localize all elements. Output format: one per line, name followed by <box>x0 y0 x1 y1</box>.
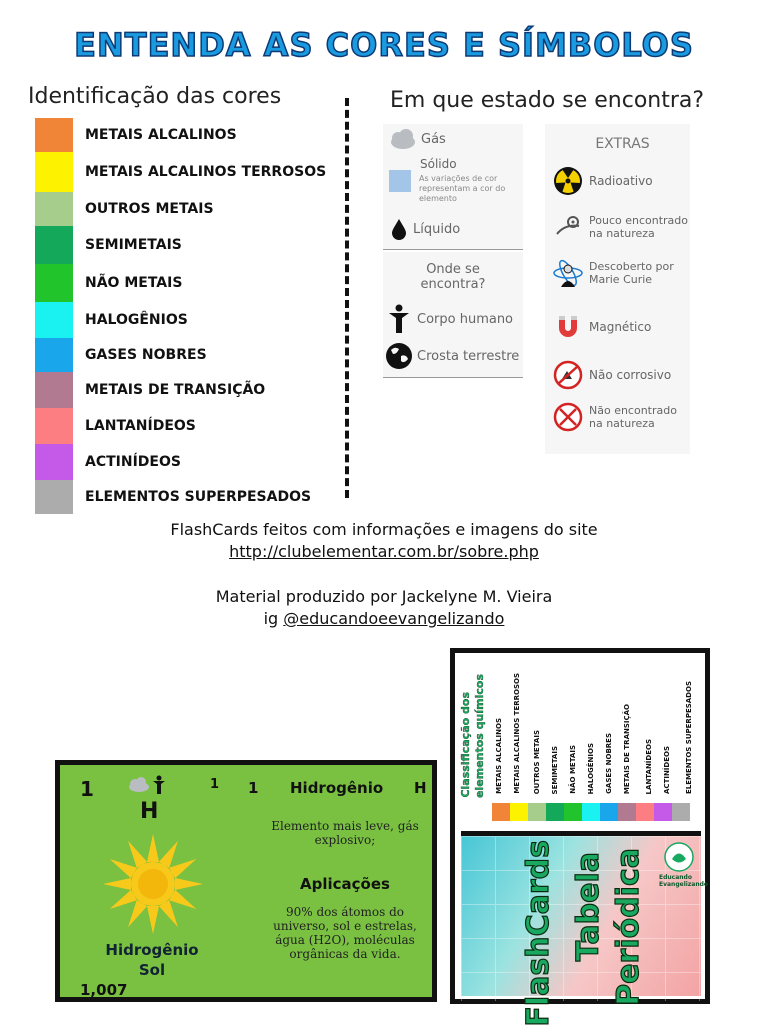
extra-rare <box>553 212 688 242</box>
classification-title-line1: Classificação dos <box>459 692 472 798</box>
extra-label: Não corrosivo <box>589 367 672 382</box>
legend-row <box>35 264 335 302</box>
card-mass: 1,007 <box>80 981 128 999</box>
legend-label: ELEMENTOS SUPERPESADOS <box>85 489 312 505</box>
credit-ig <box>0 609 768 628</box>
credit-author: Material produzido por Jackelyne M. Vieira <box>215 587 553 606</box>
extras-heading: EXTRAS <box>595 136 650 152</box>
cover-card <box>461 831 709 1027</box>
mini-legend-label: ACTINÍDEOS <box>663 746 671 794</box>
magnet-icon <box>553 312 583 342</box>
sun-icon <box>98 829 208 939</box>
extra-label: Magnético <box>589 319 652 334</box>
legend-label: NÃO METAIS <box>85 275 183 291</box>
mini-swatch <box>564 803 582 821</box>
state-gas <box>387 128 446 150</box>
mini-legend-label: METAIS ALCALINOS <box>495 718 503 794</box>
legend-swatch <box>35 192 73 226</box>
card-image-caption-1: Hidrogênio <box>105 941 199 959</box>
classification-card <box>450 648 710 1027</box>
where-crust <box>385 342 519 370</box>
mini-legend-label: ELEMENTOS SUPERPESADOS <box>685 680 693 794</box>
credit-line-1: FlashCards feitos com informações e imagens do site <box>170 520 598 539</box>
no-corrosive-icon <box>553 360 583 390</box>
legend-row <box>35 372 335 408</box>
solid-square-icon <box>389 170 411 192</box>
card-symbol: H <box>140 799 159 824</box>
legend-row <box>35 152 335 192</box>
mini-swatch <box>672 803 690 821</box>
mini-legend-label: NÃO METAIS <box>569 745 577 794</box>
legend-swatch <box>35 338 73 372</box>
legend-label: GASES NOBRES <box>85 347 207 363</box>
legend-label: LANTANÍDEOS <box>85 418 196 434</box>
legend-swatch <box>35 264 73 302</box>
legend-swatch <box>35 302 73 338</box>
color-legend-heading: Identificação das cores <box>28 84 282 109</box>
cover-word-flashcards: FlashCards <box>521 840 556 1027</box>
legend-swatch <box>35 118 73 152</box>
state-gas-label: Gás <box>421 131 446 147</box>
state-heading: Em que estado se encontra? <box>390 88 705 113</box>
extra-non-corrosive <box>553 360 671 390</box>
mini-legend-label: METAIS DE TRANSIÇÃO <box>623 703 631 794</box>
mini-swatch <box>510 803 528 821</box>
mini-swatch <box>636 803 654 821</box>
legend-swatch <box>35 226 73 264</box>
legend-label: METAIS DE TRANSIÇÃO <box>85 382 266 398</box>
dashed-divider <box>345 98 349 498</box>
cover-word-tabela: Tabela <box>571 852 606 962</box>
legend-row <box>35 444 335 480</box>
legend-swatch <box>35 372 73 408</box>
solid-note: As variações de cor representam a cor do elemento <box>419 174 506 203</box>
card-human-icon <box>152 775 166 795</box>
legend-row <box>35 338 335 372</box>
cloud-icon <box>387 128 417 150</box>
mini-legend-label: LANTANÍDEOS <box>645 738 653 794</box>
brand-logo-icon <box>664 842 694 872</box>
legend-label: METAIS ALCALINOS <box>85 127 237 143</box>
card-name: Hidrogênio <box>290 779 384 797</box>
extra-curie <box>553 258 688 288</box>
extra-not-found <box>553 402 688 432</box>
legend-swatch <box>35 480 73 514</box>
mini-swatch <box>618 803 636 821</box>
mini-legend-label: OUTROS METAIS <box>533 729 541 794</box>
legend-swatch <box>35 444 73 480</box>
mini-legend-label: METAIS ALCALINOS TERROSOS <box>513 673 521 794</box>
card-description: Elemento mais leve, gás explosivo; <box>271 819 419 847</box>
legend-swatch <box>35 408 73 444</box>
legend-label: SEMIMETAIS <box>85 237 182 253</box>
mini-swatch <box>546 803 564 821</box>
legend-row <box>35 226 335 264</box>
where-body-label: Corpo humano <box>417 311 514 327</box>
card-symbol-right: H <box>414 779 427 797</box>
card-image-caption-2: Sol <box>138 961 166 979</box>
brand-logo-text: Educando Evangelizando <box>659 874 709 888</box>
legend-label: ACTINÍDEOS <box>85 454 181 470</box>
hydrogen-flashcard <box>55 760 437 1002</box>
extras-panel <box>545 124 690 454</box>
ig-handle-link[interactable]: @educandoeevangelizando <box>283 609 505 628</box>
extra-label: Radioativo <box>589 173 653 188</box>
where-crust-label: Crosta terrestre <box>417 348 520 364</box>
legend-label: HALOGÊNIOS <box>85 312 188 328</box>
state-liquid-label: Líquido <box>413 221 461 237</box>
legend-label: METAIS ALCALINOS TERROSOS <box>85 164 327 180</box>
color-legend <box>35 118 335 514</box>
credit-url-link[interactable]: http://clubelementar.com.br/sobre.php <box>229 542 539 561</box>
mini-legend-label: GASES NOBRES <box>605 733 613 794</box>
state-liquid <box>391 218 460 240</box>
ig-prefix: ig <box>263 609 284 628</box>
mini-swatch <box>600 803 618 821</box>
legend-row <box>35 408 335 444</box>
mini-swatch <box>582 803 600 821</box>
extra-label: Não encontrado na natureza <box>589 404 677 430</box>
legend-row <box>35 118 335 152</box>
radiation-icon <box>553 166 583 196</box>
classification-title-line2: elementos químicos <box>473 674 486 798</box>
extra-radioactive <box>553 166 653 196</box>
mini-swatch <box>528 803 546 821</box>
legend-label: OUTROS METAIS <box>85 201 214 217</box>
state-panel <box>383 124 523 250</box>
legend-swatch <box>35 152 73 192</box>
rare-icon <box>553 212 583 242</box>
where-panel <box>383 252 523 378</box>
extra-label: Pouco encontrado na natureza <box>589 214 688 240</box>
not-found-icon <box>553 402 583 432</box>
card-small-number: 1 <box>210 777 220 792</box>
drop-icon <box>391 218 407 240</box>
legend-row <box>35 192 335 226</box>
legend-row <box>35 302 335 338</box>
mini-swatch <box>492 803 510 821</box>
where-heading: Onde se encontra? <box>420 262 486 292</box>
card-applications-title: Aplicações <box>300 875 390 893</box>
card-cloud-icon <box>126 777 150 793</box>
card-applications-text: 90% dos átomos do universo, sol e estrelas, água (H2O), moléculas orgânicas da vida. <box>273 905 417 961</box>
marie-curie-icon <box>553 258 583 288</box>
mini-legend-label: SEMIMETAIS <box>551 745 559 794</box>
cover-word-periodica: Periódica <box>611 848 646 1006</box>
where-body <box>387 304 513 334</box>
human-body-icon <box>387 304 411 334</box>
extra-magnetic <box>553 312 651 342</box>
classification-title <box>459 663 499 798</box>
extra-label: Descoberto por Marie Curie <box>589 260 674 286</box>
legend-row <box>35 480 335 514</box>
state-solid-label: Sólido <box>420 157 457 171</box>
credit-url-wrap <box>0 542 768 561</box>
globe-icon <box>385 342 413 370</box>
page-title: ENTENDA AS CORES E SÍMBOLOS <box>74 26 694 64</box>
card-atomic-number: 1 <box>80 777 94 801</box>
card-number-right: 1 <box>248 779 259 797</box>
mini-legend-label: HALOGÊNIOS <box>587 742 595 794</box>
mini-swatch <box>654 803 672 821</box>
